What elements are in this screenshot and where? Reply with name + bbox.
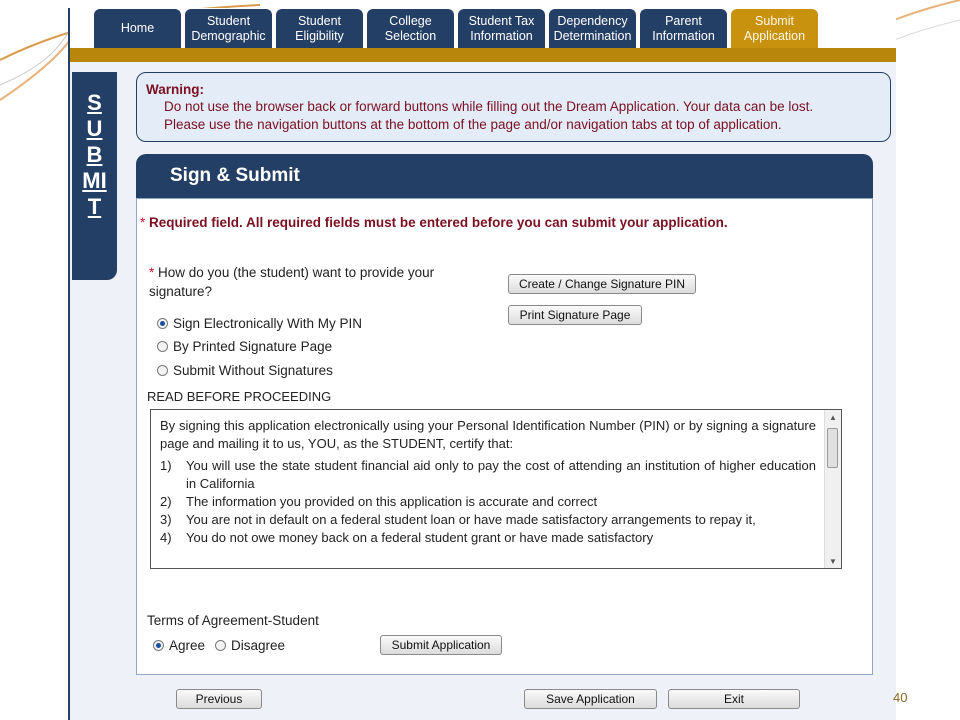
radio-printed-signature[interactable]	[157, 339, 332, 354]
list-item-number: 3)	[160, 512, 172, 527]
print-signature-page-button[interactable]: Print Signature Page	[508, 305, 642, 325]
scroll-thumb[interactable]	[827, 428, 838, 468]
list-item-text: The information you provided on this application is accurate and correct	[186, 494, 598, 509]
radio-agree[interactable]	[153, 638, 205, 653]
list-item-text: You are not in default on a federal student loan or have made satisfactory arrangements to repay it,	[186, 512, 756, 527]
side-label-text: SUBMIT	[82, 90, 107, 219]
warning-line-2: Please use the navigation buttons at the bottom of the page and/or navigation tabs at top of application.	[164, 117, 782, 132]
radio-label: By Printed Signature Page	[173, 339, 333, 354]
required-text: Required field. All required fields must be entered before you can submit your application.	[149, 215, 728, 230]
tab-student-demographic[interactable]: Student Demographic	[185, 9, 272, 48]
radio-button[interactable]	[157, 365, 168, 376]
tab-bar	[70, 8, 896, 56]
tab-dependency-determination[interactable]: Dependency Determination	[549, 9, 636, 48]
list-item	[160, 511, 816, 529]
list-item	[160, 493, 816, 511]
radio-label: Agree	[169, 638, 206, 653]
vertical-scrollbar[interactable]	[824, 410, 841, 568]
certification-text	[160, 417, 816, 547]
tab-home[interactable]: Home	[94, 9, 181, 48]
page-title: Sign & Submit	[170, 165, 300, 186]
create-change-pin-button[interactable]: Create / Change Signature PIN	[508, 274, 696, 294]
radio-button[interactable]	[153, 640, 164, 651]
exit-button[interactable]: Exit	[668, 689, 800, 709]
tab-submit-application[interactable]: Submit Application	[731, 9, 818, 48]
warning-title: Warning:	[146, 82, 204, 97]
tab-student-eligibility[interactable]: Student Eligibility	[276, 9, 363, 48]
sign-submit-panel	[136, 198, 873, 675]
application-frame	[68, 8, 896, 720]
radio-sign-electronically[interactable]	[157, 316, 362, 331]
tab-parent-information[interactable]: Parent Information	[640, 9, 727, 48]
radio-submit-without-signatures[interactable]	[157, 363, 333, 378]
required-star: *	[149, 265, 155, 280]
certification-list	[160, 457, 816, 547]
warning-box	[136, 72, 891, 142]
terms-of-agreement-title: Terms of Agreement-Student	[147, 613, 319, 628]
signature-question	[149, 263, 479, 301]
tab-college-selection[interactable]: College Selection	[367, 9, 454, 48]
warning-line-1: Do not use the browser back or forward buttons while filling out the Dream Application. Your data can be lost.	[164, 99, 814, 114]
radio-button[interactable]	[215, 640, 226, 651]
tab-student-tax-information[interactable]: Student Tax Information	[458, 9, 545, 48]
slide-page-number: 40	[893, 690, 908, 705]
scroll-down-arrow-icon[interactable]: ▼	[829, 556, 837, 566]
tab-bar-stripe	[70, 48, 896, 62]
radio-label: Submit Without Signatures	[173, 363, 333, 378]
certification-textarea[interactable]	[150, 409, 842, 569]
signature-question-text: How do you (the student) want to provide your signature?	[149, 265, 435, 299]
radio-label: Sign Electronically With My PIN	[173, 316, 363, 331]
scroll-up-arrow-icon[interactable]: ▲	[829, 412, 837, 422]
read-before-proceeding-title: READ BEFORE PROCEEDING	[147, 389, 332, 404]
radio-label: Disagree	[231, 638, 286, 653]
submit-side-label	[72, 72, 117, 280]
radio-button[interactable]	[157, 318, 168, 329]
list-item-text: You will use the state student financial aid only to pay the cost of attending an institution of higher education in California	[186, 458, 816, 491]
submit-application-button[interactable]: Submit Application	[380, 635, 502, 655]
list-item	[160, 457, 816, 493]
radio-button[interactable]	[157, 341, 168, 352]
radio-disagree[interactable]	[215, 638, 285, 653]
list-item	[160, 529, 816, 547]
list-item-number: 2)	[160, 494, 172, 509]
list-item-number: 1)	[160, 458, 172, 473]
save-application-button[interactable]: Save Application	[524, 689, 657, 709]
required-field-note	[140, 215, 728, 230]
list-item-text: You do not owe money back on a federal student grant or have made satisfactory	[186, 530, 654, 545]
list-item-number: 4)	[160, 530, 172, 545]
panel-header	[136, 154, 873, 198]
required-star: *	[140, 215, 146, 230]
previous-button[interactable]: Previous	[176, 689, 262, 709]
certification-intro: By signing this application electronically using your Personal Identification Number (PIN) or by signing a signature page and mailing it to us, YOU, as the STUDENT, certify that:	[160, 418, 816, 451]
